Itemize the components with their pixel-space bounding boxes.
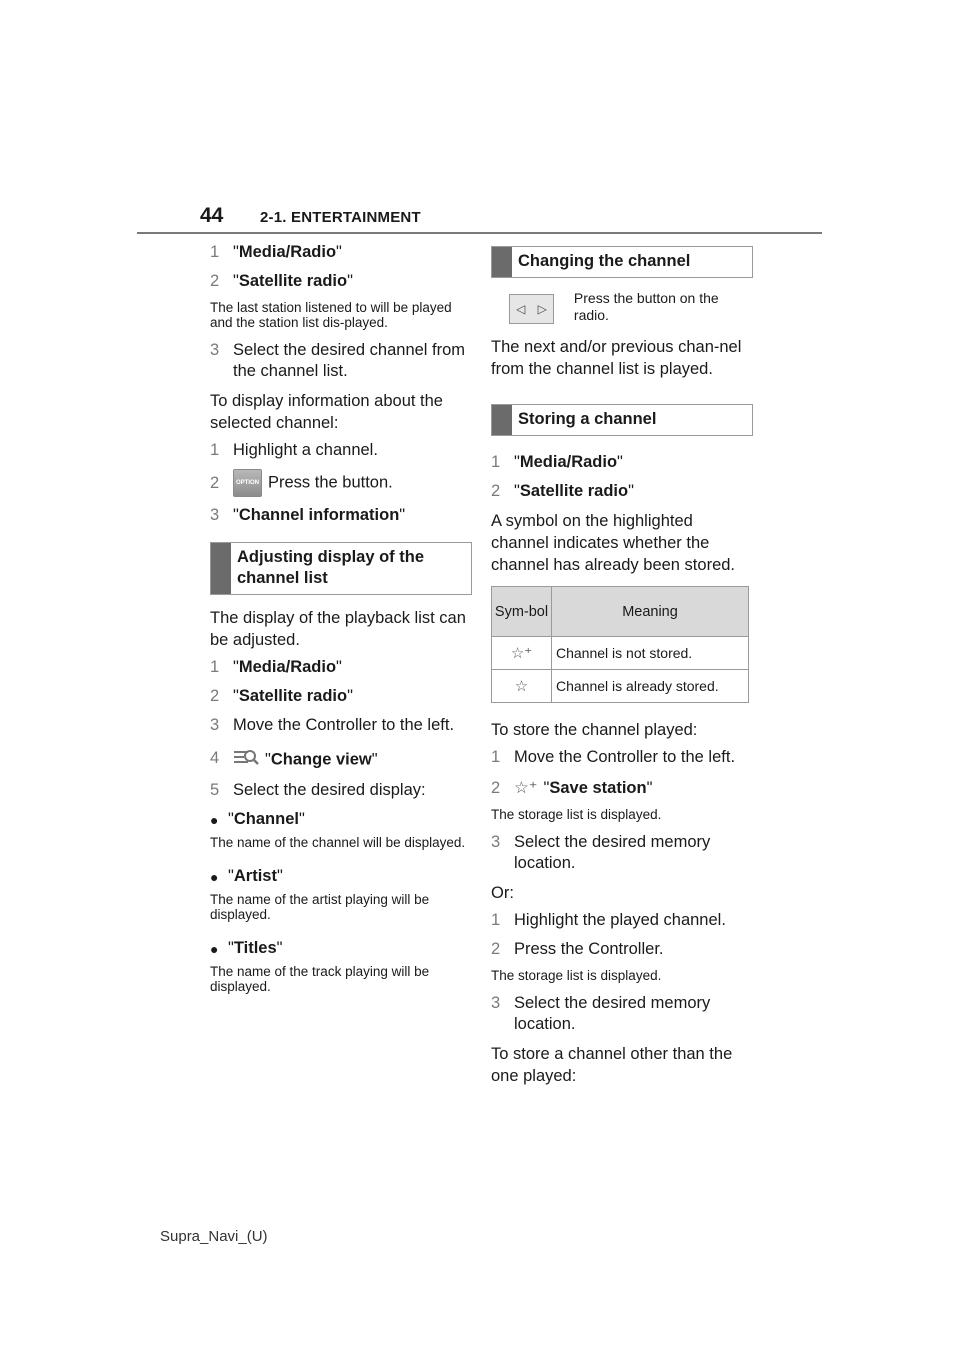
bullet-dot: ● bbox=[210, 812, 219, 828]
step bbox=[491, 939, 753, 960]
menu-label: Save station bbox=[549, 779, 647, 797]
step-text: Move the Controller to the left. bbox=[233, 716, 455, 734]
step-text: Select the desired display: bbox=[233, 781, 426, 799]
paragraph: To display information about the selected channel: bbox=[210, 392, 443, 432]
table-row bbox=[492, 637, 749, 670]
quote: " bbox=[228, 810, 234, 828]
step-text: Select the desired memory location. bbox=[514, 833, 711, 873]
step bbox=[491, 910, 753, 931]
quote: " bbox=[233, 506, 239, 524]
heading-bar bbox=[492, 405, 512, 435]
step-number: 1 bbox=[210, 658, 220, 676]
quote: " bbox=[276, 939, 283, 957]
step-number: 2 bbox=[491, 940, 501, 959]
quote: " bbox=[514, 453, 520, 471]
step-number: 2 bbox=[491, 779, 501, 797]
star-plus-icon: ☆⁺ bbox=[492, 637, 552, 670]
step bbox=[210, 715, 472, 736]
quote: " bbox=[336, 243, 342, 261]
quote: " bbox=[233, 272, 239, 290]
seek-back-icon: ◁ bbox=[516, 302, 526, 316]
quote: " bbox=[233, 658, 239, 676]
table-cell: Channel is already stored. bbox=[552, 670, 749, 703]
paragraph: Or: bbox=[491, 884, 514, 903]
radio-seek-buttons bbox=[509, 294, 554, 324]
step-number: 1 bbox=[491, 911, 501, 930]
quote: " bbox=[276, 867, 283, 885]
step-number: 3 bbox=[210, 716, 220, 734]
step-number: 2 bbox=[210, 473, 220, 492]
page-number: 44 bbox=[200, 204, 224, 227]
step-number: 2 bbox=[210, 272, 220, 290]
quote: " bbox=[233, 243, 239, 261]
note: The last station listened to will be played and the station list dis-played. bbox=[210, 300, 452, 330]
quote: " bbox=[233, 687, 239, 705]
paragraph: A symbol on the highlighted channel indicates whether the channel has already been stored. bbox=[491, 512, 736, 574]
quote: " bbox=[347, 687, 353, 705]
section-heading-box bbox=[491, 404, 753, 436]
section-heading: Adjusting display of the channel list bbox=[237, 548, 425, 587]
menu-label: Satellite radio bbox=[238, 272, 348, 290]
seek-forward-icon: ▷ bbox=[537, 302, 547, 316]
menu-label: Titles bbox=[233, 939, 277, 957]
heading-bar bbox=[492, 247, 512, 277]
table-cell: Channel is not stored. bbox=[552, 637, 749, 670]
quote: " bbox=[298, 810, 305, 828]
quote: " bbox=[646, 779, 653, 797]
section-heading: Storing a channel bbox=[518, 410, 657, 428]
bullet-item bbox=[210, 809, 472, 831]
column-header-meaning: Meaning bbox=[552, 587, 749, 637]
note: The name of the channel will be displayed. bbox=[210, 835, 466, 850]
step bbox=[210, 686, 472, 707]
step bbox=[491, 993, 753, 1035]
step-number: 3 bbox=[491, 833, 501, 852]
step bbox=[210, 440, 472, 461]
step-text: Move the Controller to the left. bbox=[514, 748, 736, 766]
menu-label: Media/Radio bbox=[238, 243, 337, 261]
paragraph: To store a channel other than the one played: bbox=[491, 1045, 733, 1086]
star-icon: ☆ bbox=[492, 670, 552, 703]
bullet-item bbox=[210, 866, 472, 888]
symbol-table bbox=[491, 586, 749, 703]
step-number: 2 bbox=[491, 482, 501, 500]
step bbox=[210, 340, 472, 382]
quote: " bbox=[347, 272, 353, 290]
page-header bbox=[200, 204, 421, 228]
step-text: Highlight the played channel. bbox=[514, 911, 726, 930]
step-text: Highlight a channel. bbox=[233, 441, 378, 459]
star-plus-icon: ☆⁺ bbox=[514, 779, 538, 798]
right-column bbox=[491, 242, 753, 1093]
menu-label: Artist bbox=[233, 867, 277, 885]
quote: " bbox=[399, 506, 406, 524]
section-heading-box bbox=[210, 542, 472, 595]
step bbox=[491, 481, 753, 502]
radio-note: Press the button on the radio. bbox=[573, 290, 719, 323]
heading-bar bbox=[211, 543, 231, 594]
paragraph: The next and/or previous chan-nel from the channel list is played. bbox=[491, 338, 742, 378]
step bbox=[210, 780, 472, 801]
quote: " bbox=[265, 750, 271, 769]
menu-label: Satellite radio bbox=[238, 687, 348, 705]
step-number: 1 bbox=[210, 243, 220, 261]
table-header-row bbox=[492, 587, 749, 637]
step-text: Press the Controller. bbox=[514, 940, 664, 959]
step-text: Select the desired memory location. bbox=[514, 994, 711, 1034]
table-row bbox=[492, 670, 749, 703]
section-heading: Changing the channel bbox=[518, 252, 691, 270]
note: The storage list is displayed. bbox=[491, 807, 662, 823]
step bbox=[210, 242, 472, 263]
option-button-icon: OPTION bbox=[233, 469, 262, 497]
header-divider bbox=[137, 232, 822, 234]
quote: " bbox=[617, 453, 623, 471]
menu-label: Channel information bbox=[238, 506, 400, 524]
quote: " bbox=[514, 482, 520, 500]
bullet-dot: ● bbox=[210, 869, 219, 885]
step bbox=[210, 469, 472, 497]
section-title: 2-1. ENTERTAINMENT bbox=[260, 209, 421, 226]
step-number: 5 bbox=[210, 781, 220, 799]
step bbox=[210, 748, 472, 772]
quote: " bbox=[543, 779, 550, 797]
step-number: 1 bbox=[210, 441, 220, 459]
note: The storage list is displayed. bbox=[491, 968, 662, 984]
quote: " bbox=[228, 939, 234, 957]
step-number: 3 bbox=[210, 341, 220, 359]
change-view-icon bbox=[233, 748, 259, 772]
bullet-item bbox=[210, 938, 472, 960]
footer-label: Supra_Navi_(U) bbox=[160, 1228, 268, 1245]
step bbox=[210, 271, 472, 292]
column-header-symbol: Sym-bol bbox=[492, 587, 552, 637]
note: The name of the track playing will be displayed. bbox=[210, 964, 430, 994]
step-number: 1 bbox=[491, 748, 501, 766]
radio-button-row bbox=[491, 290, 753, 324]
step bbox=[210, 505, 472, 526]
step-text: Select the desired channel from the channel list. bbox=[233, 341, 466, 380]
quote: " bbox=[628, 482, 634, 500]
menu-label: Media/Radio bbox=[519, 453, 618, 471]
quote: " bbox=[228, 867, 234, 885]
step-number: 3 bbox=[210, 506, 220, 524]
step-number: 3 bbox=[491, 994, 501, 1013]
step bbox=[491, 747, 753, 768]
paragraph: The display of the playback list can be adjusted. bbox=[210, 609, 466, 649]
step bbox=[491, 452, 753, 473]
step-number: 4 bbox=[210, 749, 220, 767]
menu-label: Media/Radio bbox=[238, 658, 337, 676]
left-column bbox=[210, 242, 472, 1004]
step-number: 2 bbox=[210, 687, 220, 705]
bullet-dot: ● bbox=[210, 941, 219, 957]
step-number: 1 bbox=[491, 453, 501, 471]
section-heading-box bbox=[491, 246, 753, 278]
quote: " bbox=[336, 658, 342, 676]
menu-label: Satellite radio bbox=[519, 482, 629, 500]
menu-label: Change view bbox=[270, 750, 372, 769]
step bbox=[491, 832, 753, 874]
menu-label: Channel bbox=[233, 810, 299, 828]
step bbox=[491, 778, 753, 799]
step bbox=[210, 657, 472, 678]
step-text: Press the button. bbox=[268, 473, 393, 492]
note: The name of the artist playing will be displayed. bbox=[210, 892, 430, 922]
quote: " bbox=[371, 750, 378, 769]
paragraph: To store the channel played: bbox=[491, 721, 698, 739]
